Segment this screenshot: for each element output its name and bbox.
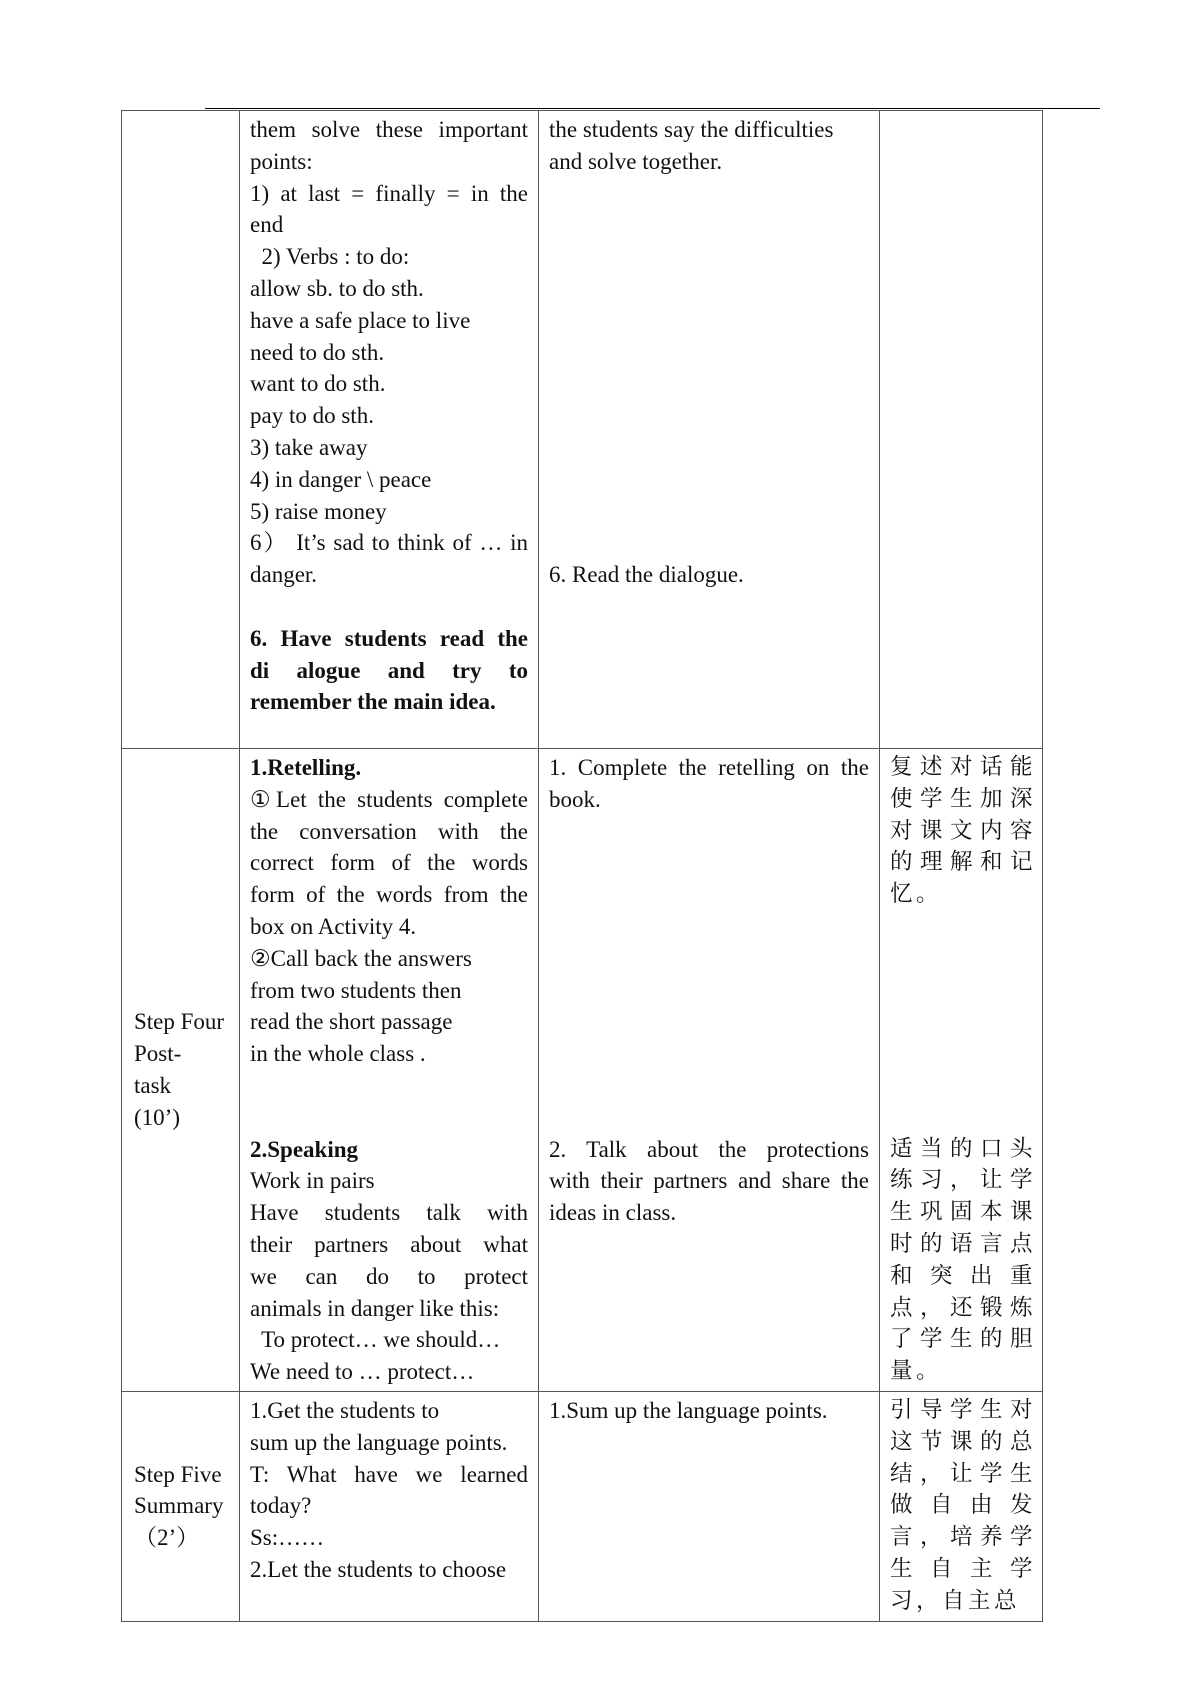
text-line: 2.Speaking (250, 1136, 359, 1162)
step-cell (122, 111, 240, 749)
student-activity-text (549, 114, 869, 178)
teacher-activity-text (250, 1134, 528, 1388)
step-label-line: Post- (134, 1041, 182, 1067)
student-activity-text (549, 1395, 869, 1427)
text-line: animals in danger like this: (250, 1295, 500, 1321)
purpose-cell (880, 749, 1043, 1392)
text-line: book. (549, 786, 601, 812)
purpose-text: 引导学生对这节课的总结，让学生做自由发言，培养学生自主学习，自主总 (890, 1396, 1036, 1614)
text-line: in the whole class . (250, 1041, 426, 1067)
purpose-cell (880, 111, 1043, 749)
text-line: box on Activity 4. (250, 913, 417, 939)
text-line: form of the words from the (250, 882, 528, 908)
step-label-line: Step Five (134, 1461, 222, 1487)
lesson-plan-table (121, 110, 1043, 1622)
text-line: with their partners and share the (549, 1168, 869, 1194)
text-line: the conversation with the (250, 818, 528, 844)
step-label (134, 1459, 229, 1554)
text-line: 2) Verbs : to do: (250, 244, 410, 270)
student-activity-text (549, 752, 869, 816)
text-line: 6. Have students read the (250, 625, 528, 651)
blank-line (250, 591, 528, 623)
text-line: sum up the language points. (250, 1429, 508, 1455)
step-cell (122, 749, 240, 1392)
student-activity-text (549, 1134, 869, 1229)
text-line: allow sb. to do sth. (250, 275, 424, 301)
text-line: 6） It’s sad to think of … in (250, 530, 528, 556)
student-activity-cell (539, 1391, 880, 1621)
text-line: 1) at last = finally = in the (250, 180, 528, 206)
text-line: correct form of the words (250, 850, 528, 876)
text-line: Have students talk with (250, 1200, 528, 1226)
text-line: ②Call back the answers (250, 945, 472, 971)
step-label-line: (10’) (134, 1104, 180, 1130)
table-row (122, 749, 1043, 1392)
text-line: Ss:…… (250, 1525, 325, 1551)
text-line: 2. Talk about the protections (549, 1136, 869, 1162)
purpose-text: 适当的口头练习，让学生巩固本课时的语言点和突出重点，还锻炼了学生的胆量。 (890, 1135, 1036, 1385)
text-line: end (250, 212, 284, 238)
student-activity-cell (539, 111, 880, 749)
text-line: the students say the difficulties (549, 117, 834, 142)
teacher-activity-cell (240, 111, 539, 749)
student-activity-cell (539, 749, 880, 1392)
teacher-activity-text (250, 752, 528, 1070)
text-line: ①Let the students complete (250, 786, 528, 812)
purpose-text: 复述对话能使学生加深对课文内容的理解和记忆。 (890, 754, 1036, 908)
step-cell (122, 1391, 240, 1621)
text-line: have a safe place to live (250, 307, 471, 333)
table-row (122, 111, 1043, 749)
step-label-line: （2’） (134, 1525, 200, 1551)
text-line: want to do sth. (250, 371, 386, 397)
text-line: today? (250, 1493, 312, 1519)
student-activity-text: 6. Read the dialogue. (549, 562, 744, 588)
text-line: Work in pairs (250, 1168, 375, 1194)
step-label (134, 1006, 229, 1133)
teacher-activity-text (250, 114, 528, 718)
text-line: their partners about what (250, 1231, 528, 1257)
text-line: pay to do sth. (250, 403, 374, 429)
text-line: remember the main idea. (250, 689, 496, 715)
page-header-rule (205, 108, 1100, 109)
text-line: ideas in class. (549, 1200, 677, 1226)
text-line: them solve these important (250, 117, 528, 142)
text-line: points: (250, 148, 313, 174)
text-line: 4) in danger \ peace (250, 466, 432, 492)
text-line: 1. Complete the retelling on the (549, 755, 869, 780)
table-row (122, 1391, 1043, 1621)
step-label-line: Summary (134, 1493, 224, 1519)
text-line: To protect… we should… (250, 1327, 501, 1353)
text-line: We need to … protect… (250, 1359, 475, 1385)
teacher-activity-cell (240, 1391, 539, 1621)
text-line: 3) take away (250, 434, 368, 460)
text-line: 1.Get the students to (250, 1397, 440, 1423)
text-line: from two students then (250, 977, 462, 1003)
text-line: read the short passage (250, 1009, 453, 1035)
text-line: 1.Retelling. (250, 755, 362, 780)
text-line: 2.Let the students to choose (250, 1556, 507, 1582)
text-line: 5) raise money (250, 498, 387, 524)
text-line: danger. (250, 562, 318, 588)
text-line: we can do to protect (250, 1263, 528, 1289)
step-label-line: Step Four (134, 1009, 225, 1035)
teacher-activity-text (250, 1395, 528, 1586)
text-line: T: What have we learned (250, 1461, 528, 1487)
text-line: di alogue and try to (250, 657, 528, 683)
purpose-cell (880, 1391, 1043, 1621)
text-line: need to do sth. (250, 339, 385, 365)
step-label-line: task (134, 1072, 172, 1098)
text-line: 1.Sum up the language points. (549, 1397, 828, 1423)
teacher-activity-cell (240, 749, 539, 1392)
text-line: and solve together. (549, 148, 723, 174)
